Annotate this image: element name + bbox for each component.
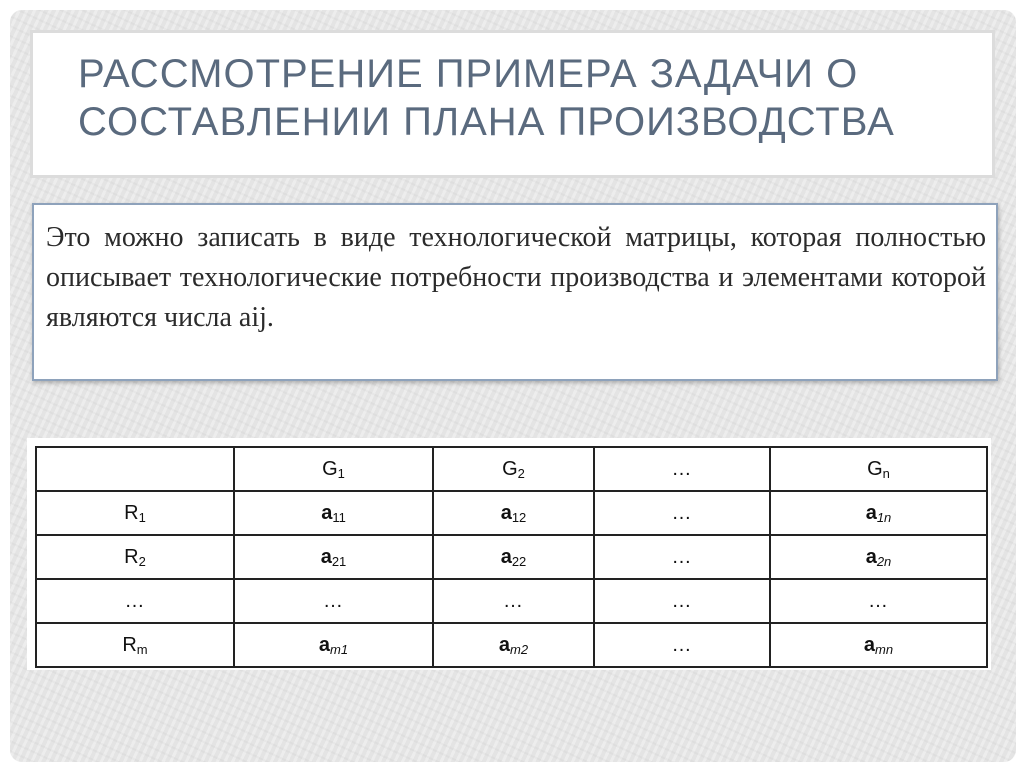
matrix-cell-subscript: 2 bbox=[517, 465, 525, 481]
matrix-cell bbox=[770, 623, 987, 667]
matrix-cell bbox=[433, 535, 594, 579]
matrix-cell-subscript: 11 bbox=[332, 509, 346, 525]
matrix-cell-base: … bbox=[671, 545, 693, 568]
matrix-cell-symbol bbox=[866, 546, 892, 568]
matrix-cell-symbol bbox=[501, 502, 527, 524]
slide-title: РАССМОТРЕНИЕ ПРИМЕРА ЗАДАЧИ О СОСТАВЛЕНИИ ПЛАНА ПРОИЗВОДСТВА bbox=[78, 52, 895, 144]
matrix-cell bbox=[594, 623, 770, 667]
matrix-cell-subscript: 1 bbox=[138, 509, 146, 525]
matrix-cell-subscript: 1n bbox=[876, 509, 892, 525]
matrix-cell-subscript: 21 bbox=[331, 553, 347, 569]
matrix-cell bbox=[770, 579, 987, 623]
matrix-cell-base: G bbox=[867, 457, 883, 480]
matrix-cell-subscript: 2 bbox=[138, 553, 146, 569]
matrix-cell bbox=[433, 579, 594, 623]
matrix-cell-symbol bbox=[672, 458, 693, 480]
matrix-cell-symbol bbox=[323, 590, 344, 612]
matrix-cell-base: a bbox=[863, 633, 876, 656]
matrix-cell bbox=[770, 535, 987, 579]
matrix-cell-base: G bbox=[322, 457, 338, 480]
matrix-cell-base: G bbox=[502, 457, 518, 480]
matrix-cell-base: … bbox=[503, 589, 524, 612]
matrix-cell-base: a bbox=[320, 545, 332, 568]
matrix-cell-symbol bbox=[321, 502, 346, 524]
matrix-cell-symbol bbox=[499, 634, 528, 656]
matrix-cell-subscript: 22 bbox=[511, 553, 527, 569]
matrix-cell bbox=[36, 535, 234, 579]
matrix-cell bbox=[36, 491, 234, 535]
matrix-cell-base: a bbox=[865, 501, 877, 524]
matrix-cell-base: … bbox=[671, 633, 693, 656]
matrix-cell-symbol bbox=[867, 458, 890, 480]
matrix-cell bbox=[36, 623, 234, 667]
matrix-table-container bbox=[27, 438, 991, 670]
matrix-cell-symbol bbox=[124, 546, 146, 568]
matrix-cell-symbol bbox=[321, 546, 347, 568]
matrix-cell bbox=[594, 491, 770, 535]
matrix-cell-symbol bbox=[122, 634, 147, 656]
matrix-cell bbox=[433, 623, 594, 667]
matrix-cell bbox=[234, 623, 433, 667]
matrix-row bbox=[36, 535, 987, 579]
matrix-cell-symbol bbox=[672, 634, 693, 656]
matrix-cell-symbol bbox=[672, 546, 693, 568]
matrix-cell-base: … bbox=[124, 589, 146, 612]
body-text: Это можно записать в виде технологической матрицы, которая полностью описывает технологические потребности производства и элементами которой являются числа aij. bbox=[46, 222, 986, 333]
slide bbox=[10, 10, 1016, 762]
matrix-row bbox=[36, 623, 987, 667]
matrix-cell bbox=[594, 579, 770, 623]
matrix-cell bbox=[234, 491, 433, 535]
matrix-cell bbox=[36, 579, 234, 623]
matrix-cell-symbol bbox=[868, 590, 889, 612]
matrix-cell-subscript: m1 bbox=[330, 641, 349, 657]
matrix-cell bbox=[433, 447, 594, 491]
matrix-cell-base: R bbox=[124, 545, 139, 568]
matrix-cell-symbol bbox=[322, 458, 345, 480]
matrix-cell-symbol bbox=[125, 590, 146, 612]
matrix-cell-base: a bbox=[321, 501, 333, 524]
matrix-cell-base: a bbox=[318, 633, 331, 656]
matrix-cell-base: … bbox=[868, 589, 889, 612]
matrix-cell-symbol bbox=[124, 502, 146, 524]
matrix-cell-symbol bbox=[503, 590, 524, 612]
matrix-cell-base: … bbox=[671, 589, 693, 612]
matrix-cell-symbol bbox=[502, 458, 525, 480]
matrix-cell-subscript: m bbox=[136, 641, 148, 657]
matrix-row bbox=[36, 491, 987, 535]
matrix-cell-base: a bbox=[498, 633, 511, 656]
matrix-cell-subscript: m2 bbox=[510, 641, 529, 657]
matrix-cell-subscript: 12 bbox=[511, 509, 527, 525]
matrix-cell-base: R bbox=[122, 633, 137, 656]
matrix-row bbox=[36, 579, 987, 623]
matrix-cell-symbol bbox=[672, 590, 693, 612]
matrix-cell-base: … bbox=[323, 589, 344, 612]
body-text-box bbox=[32, 203, 998, 381]
matrix-cell-subscript: 1 bbox=[337, 465, 345, 481]
matrix-cell-subscript: mn bbox=[875, 641, 894, 657]
matrix-cell-base: … bbox=[671, 457, 693, 480]
matrix-cell-base: … bbox=[671, 501, 693, 524]
matrix-cell bbox=[594, 535, 770, 579]
matrix-cell-symbol bbox=[866, 502, 892, 524]
matrix-cell bbox=[770, 447, 987, 491]
matrix-cell-base: a bbox=[500, 501, 512, 524]
matrix-cell-symbol bbox=[319, 634, 348, 656]
matrix-cell bbox=[234, 447, 433, 491]
matrix-cell bbox=[234, 579, 433, 623]
matrix-cell-base: a bbox=[500, 545, 512, 568]
matrix-cell-subscript: 2n bbox=[876, 553, 892, 569]
matrix-cell bbox=[433, 491, 594, 535]
matrix-cell bbox=[234, 535, 433, 579]
matrix-cell-base: R bbox=[124, 501, 139, 524]
matrix-cell-subscript: n bbox=[882, 465, 890, 481]
matrix-cell bbox=[36, 447, 234, 491]
technology-matrix-table bbox=[35, 446, 988, 668]
matrix-cell-base: a bbox=[865, 545, 877, 568]
matrix-cell-symbol bbox=[864, 634, 893, 656]
matrix-cell-symbol bbox=[501, 546, 527, 568]
matrix-cell-symbol bbox=[672, 502, 693, 524]
matrix-header-row bbox=[36, 447, 987, 491]
matrix-cell bbox=[770, 491, 987, 535]
matrix-cell bbox=[594, 447, 770, 491]
